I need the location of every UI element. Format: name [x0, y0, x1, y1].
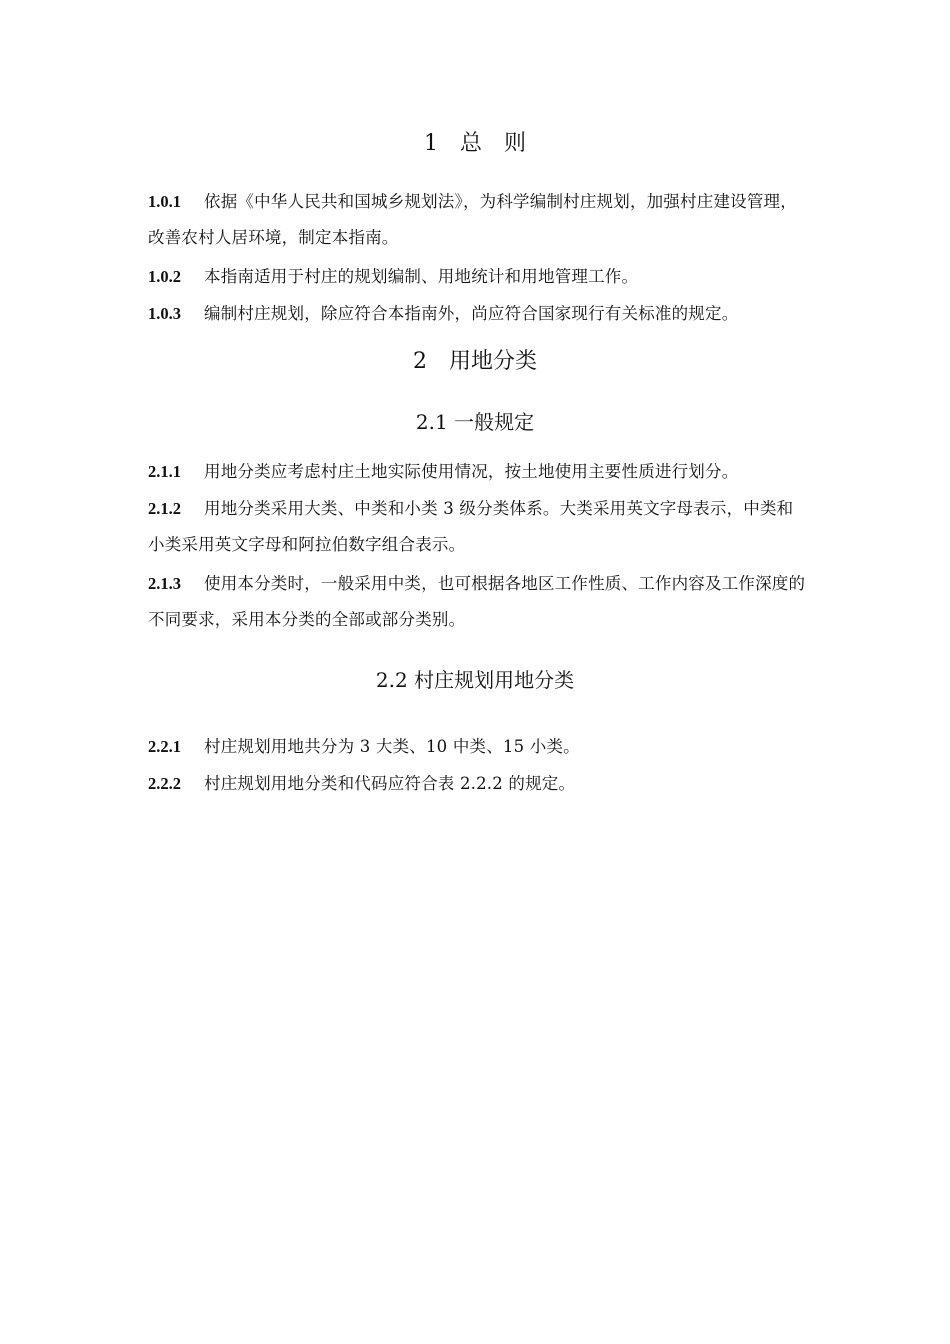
section-2-2-title: 2.2 村庄规划用地分类 — [375, 668, 575, 692]
clause-1-0-3 — [148, 296, 808, 332]
section-2-1-title: 2.1 一般规定 — [415, 410, 535, 434]
chapter-2-title: 2 用地分类 — [413, 349, 537, 374]
chapter-1-title: 1 总 则 — [424, 131, 526, 156]
clause-number: 2.1.1 — [148, 462, 181, 481]
clause-2-2-1 — [148, 729, 808, 765]
clause-text: 村庄规划用地共分为 3 大类、10 中类、15 小类。 — [204, 737, 580, 756]
clause-number: 2.1.3 — [148, 574, 181, 593]
clause-2-1-1 — [148, 454, 808, 490]
clause-2-2-2 — [148, 766, 808, 802]
clause-text: 编制村庄规划，除应符合本指南外，尚应符合国家现行有关标准的规定。 — [204, 304, 739, 323]
clause-2-1-2 — [148, 491, 808, 563]
clause-text: 使用本分类时，一般采用中类，也可根据各地区工作性质、工作内容及工作深度的不同要求，采用本分类的全部或部分类别。 — [148, 574, 806, 629]
clause-number: 1.0.2 — [148, 267, 181, 286]
clause-text: 依据《中华人民共和国城乡规划法》，为科学编制村庄规划，加强村庄建设管理，改善农村人居环境，制定本指南。 — [148, 192, 797, 247]
clause-text: 本指南适用于村庄的规划编制、用地统计和用地管理工作。 — [204, 267, 639, 286]
clause-number: 2.2.1 — [148, 737, 181, 756]
clause-number: 1.0.1 — [148, 192, 181, 211]
clause-2-1-3 — [148, 566, 808, 638]
clause-number: 2.1.2 — [148, 499, 181, 518]
clause-text: 村庄规划用地分类和代码应符合表 2.2.2 的规定。 — [204, 774, 576, 793]
clause-number: 2.2.2 — [148, 774, 181, 793]
clause-text: 用地分类应考虑村庄土地实际使用情况，按土地使用主要性质进行划分。 — [204, 462, 739, 481]
clause-number: 1.0.3 — [148, 304, 181, 323]
clause-1-0-1 — [148, 184, 808, 256]
clause-text: 用地分类采用大类、中类和小类 3 级分类体系。大类采用英文字母表示，中类和小类采用英文字母和阿拉伯数字组合表示。 — [148, 499, 794, 554]
clause-1-0-2 — [148, 259, 808, 295]
